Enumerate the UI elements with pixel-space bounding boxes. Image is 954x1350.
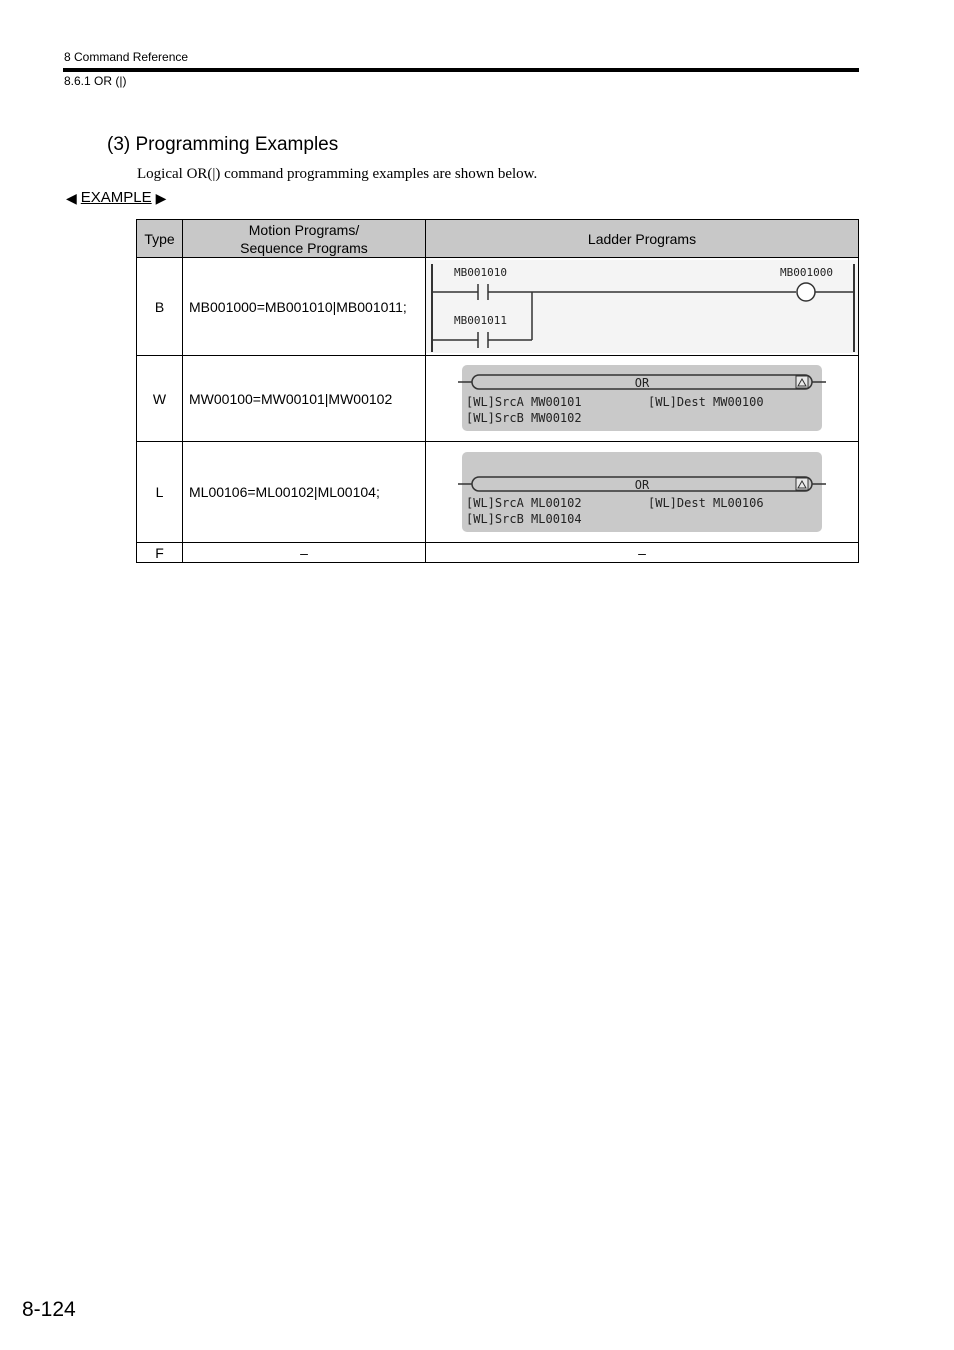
- ladder-cell: [426, 258, 859, 356]
- table-row: [137, 356, 859, 442]
- examples-table: [136, 219, 859, 563]
- row-type: L: [137, 442, 183, 543]
- coil-label: MB001000: [780, 266, 833, 279]
- intro-text: Logical OR(|) command programming examples are shown below.: [137, 166, 538, 182]
- or-dest: [WL]Dest MW00100: [648, 394, 764, 409]
- or-dest: [WL]Dest ML00106: [648, 496, 764, 510]
- row-motion-code: MB001000=MB001010|MB001011;: [183, 258, 426, 356]
- triangle-left-icon: ◀: [66, 189, 77, 206]
- or-block-diagram: [458, 450, 826, 534]
- or-srcb: [WL]SrcB MW00102: [466, 410, 582, 425]
- row-motion-code: MW00100=MW00101|MW00102: [183, 356, 426, 442]
- row-type: W: [137, 356, 183, 442]
- or-block-diagram: [458, 364, 826, 434]
- or-srca: [WL]SrcA ML00102: [466, 496, 582, 510]
- collapse-icon: [796, 376, 808, 388]
- header-type: Type: [137, 220, 183, 258]
- ladder-cell: [426, 442, 859, 543]
- row-ladder-text: –: [426, 543, 859, 563]
- ladder-contact-diagram: [426, 260, 858, 353]
- or-srca: [WL]SrcA MW00101: [466, 394, 582, 409]
- row-motion-code: ML00106=ML00102|ML00104;: [183, 442, 426, 543]
- row-type: B: [137, 258, 183, 356]
- header-section: 8.6.1 OR (|): [64, 74, 127, 88]
- or-block-title: OR: [634, 478, 650, 492]
- coil-icon: [797, 283, 815, 301]
- or-block-title: OR: [634, 375, 650, 390]
- or-srcb: [WL]SrcB ML00104: [466, 512, 582, 526]
- row-type: F: [137, 543, 183, 563]
- page-number: 8-124: [22, 1298, 76, 1321]
- contact1-label: MB001010: [454, 266, 507, 279]
- ladder-cell: [426, 356, 859, 442]
- header-motion-line1: Motion Programs/: [248, 221, 360, 238]
- header-motion: [183, 220, 426, 258]
- example-tag: [66, 189, 166, 206]
- row-motion-code: –: [183, 543, 426, 563]
- table-row: [137, 258, 859, 356]
- table-row: [137, 543, 859, 563]
- collapse-icon: [796, 478, 808, 490]
- header-ladder: Ladder Programs: [426, 220, 859, 258]
- section-heading: (3) Programming Examples: [107, 134, 339, 155]
- contact2-label: MB001011: [454, 314, 507, 327]
- table-row: [137, 442, 859, 543]
- header-chapter: 8 Command Reference: [64, 50, 189, 64]
- header-motion-line2: Sequence Programs: [240, 239, 368, 256]
- example-label: EXAMPLE: [80, 189, 152, 206]
- header-rule: [63, 68, 859, 72]
- table-header-row: [137, 220, 859, 258]
- triangle-right-icon: ▶: [155, 189, 167, 206]
